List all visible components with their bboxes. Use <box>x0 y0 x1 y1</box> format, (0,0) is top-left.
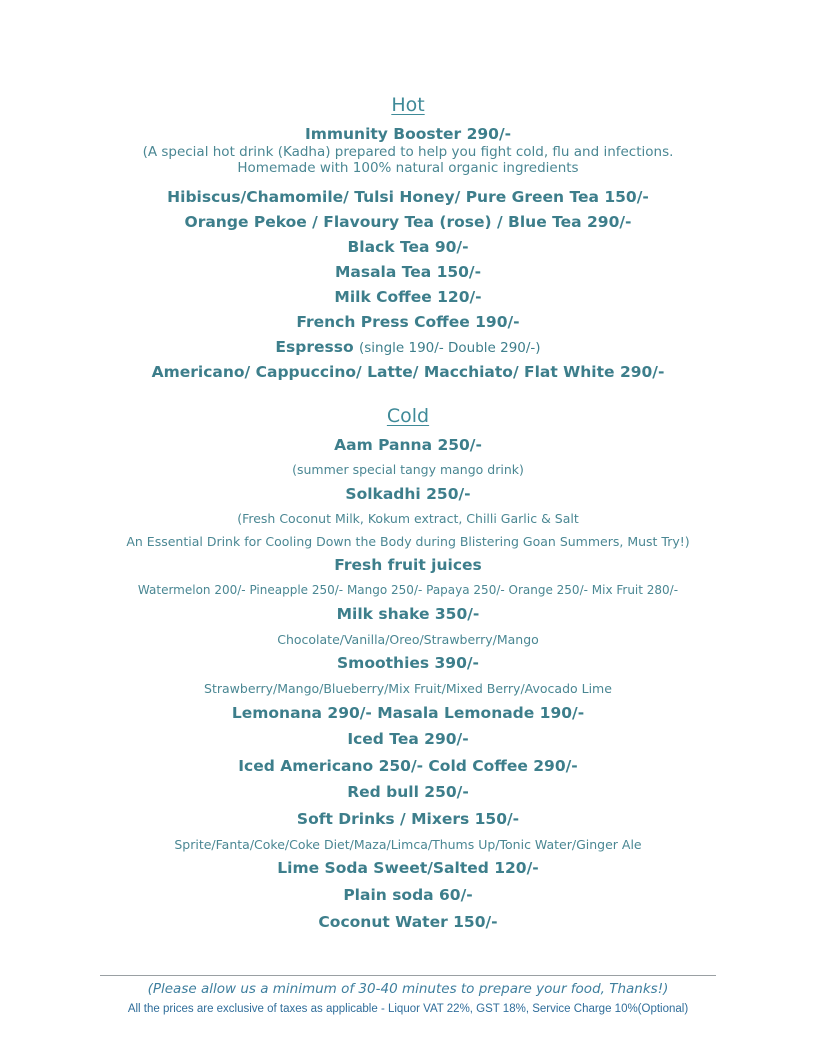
masala-tea-item: Masala Tea 150/- <box>334 263 482 281</box>
immunity-booster-item: Immunity Booster 290/- <box>304 125 512 143</box>
smoothies-desc: Strawberry/Mango/Blueberry/Mix Fruit/Mixed Berry/Avocado Lime <box>204 681 612 696</box>
soft-drinks-item: Soft Drinks / Mixers 150/- <box>296 810 520 828</box>
americano-item: Americano/ Cappuccino/ Latte/ Macchiato/ Flat White 290/- <box>151 363 665 381</box>
aam-panna-desc: (summer special tangy mango drink) <box>292 462 524 477</box>
coconut-water-item: Coconut Water 150/- <box>318 913 498 931</box>
espresso-name: Espresso <box>275 338 359 356</box>
aam-panna-item: Aam Panna 250/- <box>334 436 482 454</box>
iced-tea-item: Iced Tea 290/- <box>347 730 469 748</box>
immunity-booster-desc-2: Homemade with 100% natural organic ingredients <box>237 160 579 176</box>
lemonade-item: Lemonana 290/- Masala Lemonade 190/- <box>231 704 585 722</box>
espresso-item <box>0 339 816 357</box>
cold-heading: Cold <box>386 405 430 427</box>
tax-note: All the prices are exclusive of taxes as applicable - Liquor VAT 22%, GST 18%, Service Charge 10%(Optional) <box>127 1003 689 1015</box>
hot-heading: Hot <box>391 94 425 116</box>
milk-coffee-item: Milk Coffee 120/- <box>334 288 482 306</box>
plain-soda-item: Plain soda 60/- <box>343 886 473 904</box>
prep-time-note: (Please allow us a minimum of 30-40 minutes to prepare your food, Thanks!) <box>147 981 669 997</box>
orange-pekoe-item: Orange Pekoe / Flavoury Tea (rose) / Blue Tea 290/- <box>184 213 632 231</box>
iced-americano-item: Iced Americano 250/- Cold Coffee 290/- <box>238 757 578 775</box>
fruit-juices-desc: Watermelon 200/- Pineapple 250/- Mango 250/- Papaya 250/- Orange 250/- Mix Fruit 280/- <box>137 583 679 597</box>
soft-drinks-desc: Sprite/Fanta/Coke/Coke Diet/Maza/Limca/Thums Up/Tonic Water/Ginger Ale <box>174 837 642 852</box>
herbal-tea-item: Hibiscus/Chamomile/ Tulsi Honey/ Pure Green Tea 150/- <box>167 188 649 206</box>
solkadhi-desc-2: An Essential Drink for Cooling Down the Body during Blistering Goan Summers, Must Try!) <box>126 534 690 549</box>
lime-soda-item: Lime Soda Sweet/Salted 120/- <box>277 859 539 877</box>
black-tea-item: Black Tea 90/- <box>347 238 469 256</box>
french-press-item: French Press Coffee 190/- <box>296 313 520 331</box>
immunity-booster-desc-1: (A special hot drink (Kadha) prepared to help you fight cold, flu and infections. <box>142 144 674 160</box>
smoothies-item: Smoothies 390/- <box>337 654 479 672</box>
footer-divider <box>100 975 716 976</box>
red-bull-item: Red bull 250/- <box>347 783 469 801</box>
milkshake-item: Milk shake 350/- <box>336 605 480 623</box>
espresso-prices: (single 190/- Double 290/-) <box>358 340 541 356</box>
fruit-juices-item: Fresh fruit juices <box>334 556 482 574</box>
solkadhi-item: Solkadhi 250/- <box>345 485 471 503</box>
solkadhi-desc-1: (Fresh Coconut Milk, Kokum extract, Chilli Garlic & Salt <box>237 511 579 526</box>
milkshake-desc: Chocolate/Vanilla/Oreo/Strawberry/Mango <box>277 632 539 647</box>
